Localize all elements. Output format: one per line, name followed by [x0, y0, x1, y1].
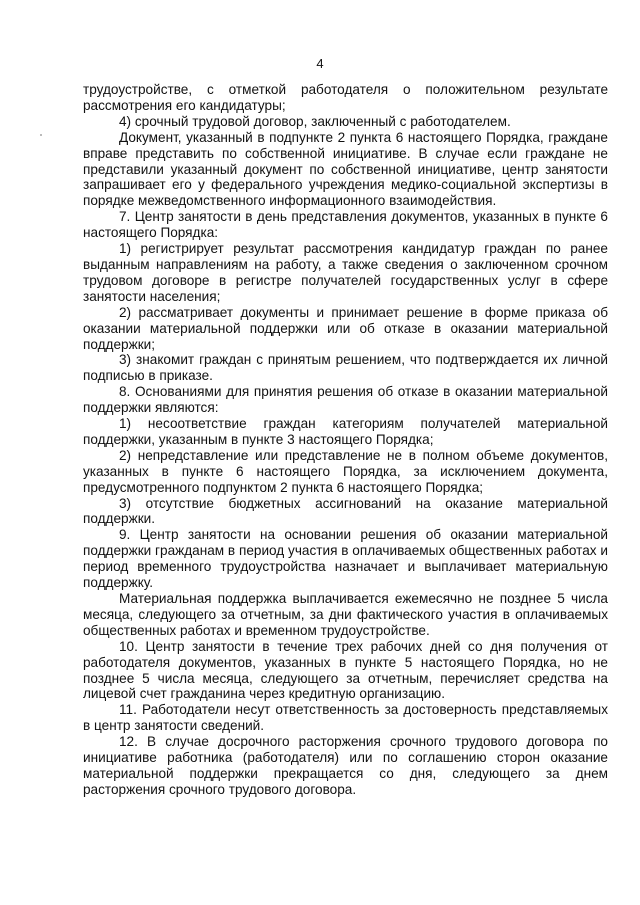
paragraph: 4) срочный трудовой договор, заключенный с работодателем.: [119, 113, 511, 129]
paragraph: 2) рассматривает документы и принимает решение в форме приказа об оказании материальной поддержки или об отказе в оказании материальной поддержки;: [83, 304, 608, 352]
document-body: [83, 82, 608, 798]
paragraph: Документ, указанный в подпункте 2 пункта 6 настоящего Порядка, граждане вправе представить по собственной инициативе. В случае если граждане не представили указанный документ по собственной инициативе, центр занятости запрашивает его у федерального учреждения медико-социальной экспертизы в порядке межведомственного информационного взаимодействия.: [83, 129, 608, 209]
paragraph: 2) непредставление или представление не в полном объеме документов, указанных в пункте 6 настоящего Порядка, за исключением документа, предусмотренного подпунктом 2 пункта 6 настоящего Порядка;: [83, 447, 608, 495]
paragraph: 1) регистрирует результат рассмотрения кандидатур граждан по ранее выданным направлениям на работу, а также сведения о заключенном срочном трудовом договоре в регистре получателей государственных услуг в сфере занятости населения;: [83, 241, 608, 304]
paragraph: 7. Центр занятости в день представления документов, указанных в пункте 6 настоящего Порядка:: [83, 209, 608, 241]
paragraph: Материальная поддержка выплачивается ежемесячно не позднее 5 числа месяца, следующего за отчетным, за дни фактического участия в оплачиваемых общественных работах и временном трудоустройстве.: [83, 591, 608, 638]
paragraph: 8. Основаниями для принятия решения об отказе в оказании материальной поддержки являются:: [83, 384, 608, 416]
paragraph: 9. Центр занятости на основании решения об оказании материальной поддержки гражданам в период участия в оплачиваемых общественных работах и период временного трудоустройства назначает и выплачивает материальную поддержку.: [83, 527, 608, 591]
paragraph: 3) отсутствие бюджетных ассигнований на оказание материальной поддержки.: [83, 495, 608, 527]
paragraph: 12. В случае досрочного расторжения срочного трудового договора по инициативе работника (работодателя) или по соглашению сторон оказание материальной поддержки прекращается со дня, следующего за днем расторжения срочного трудового договора.: [83, 734, 608, 797]
paragraph: 1) несоответствие граждан категориям получателей материальной поддержки, указанным в пункте 3 настоящего Порядка;: [83, 416, 608, 447]
paragraph: 10. Центр занятости в течение трех рабочих дней со дня получения от работодателя документов, указанных в пункте 5 настоящего Порядка, но не позднее 5 числа месяца, следующего за отчетным, перечисляет средства на лицевой счет гражданина через кредитную организацию.: [83, 638, 608, 702]
page-number: 4: [316, 56, 324, 71]
scan-speck: [40, 134, 42, 136]
paragraph: трудоустройстве, с отметкой работодателя о положительном результате рассмотрения его кандидатуры;: [83, 82, 608, 113]
paragraph: 11. Работодатели несут ответственность за достоверность представляемых в центр занятости сведений.: [83, 702, 608, 734]
paragraph: 3) знакомит граждан с принятым решением, что подтверждается их личной подписью в приказе.: [83, 352, 608, 384]
